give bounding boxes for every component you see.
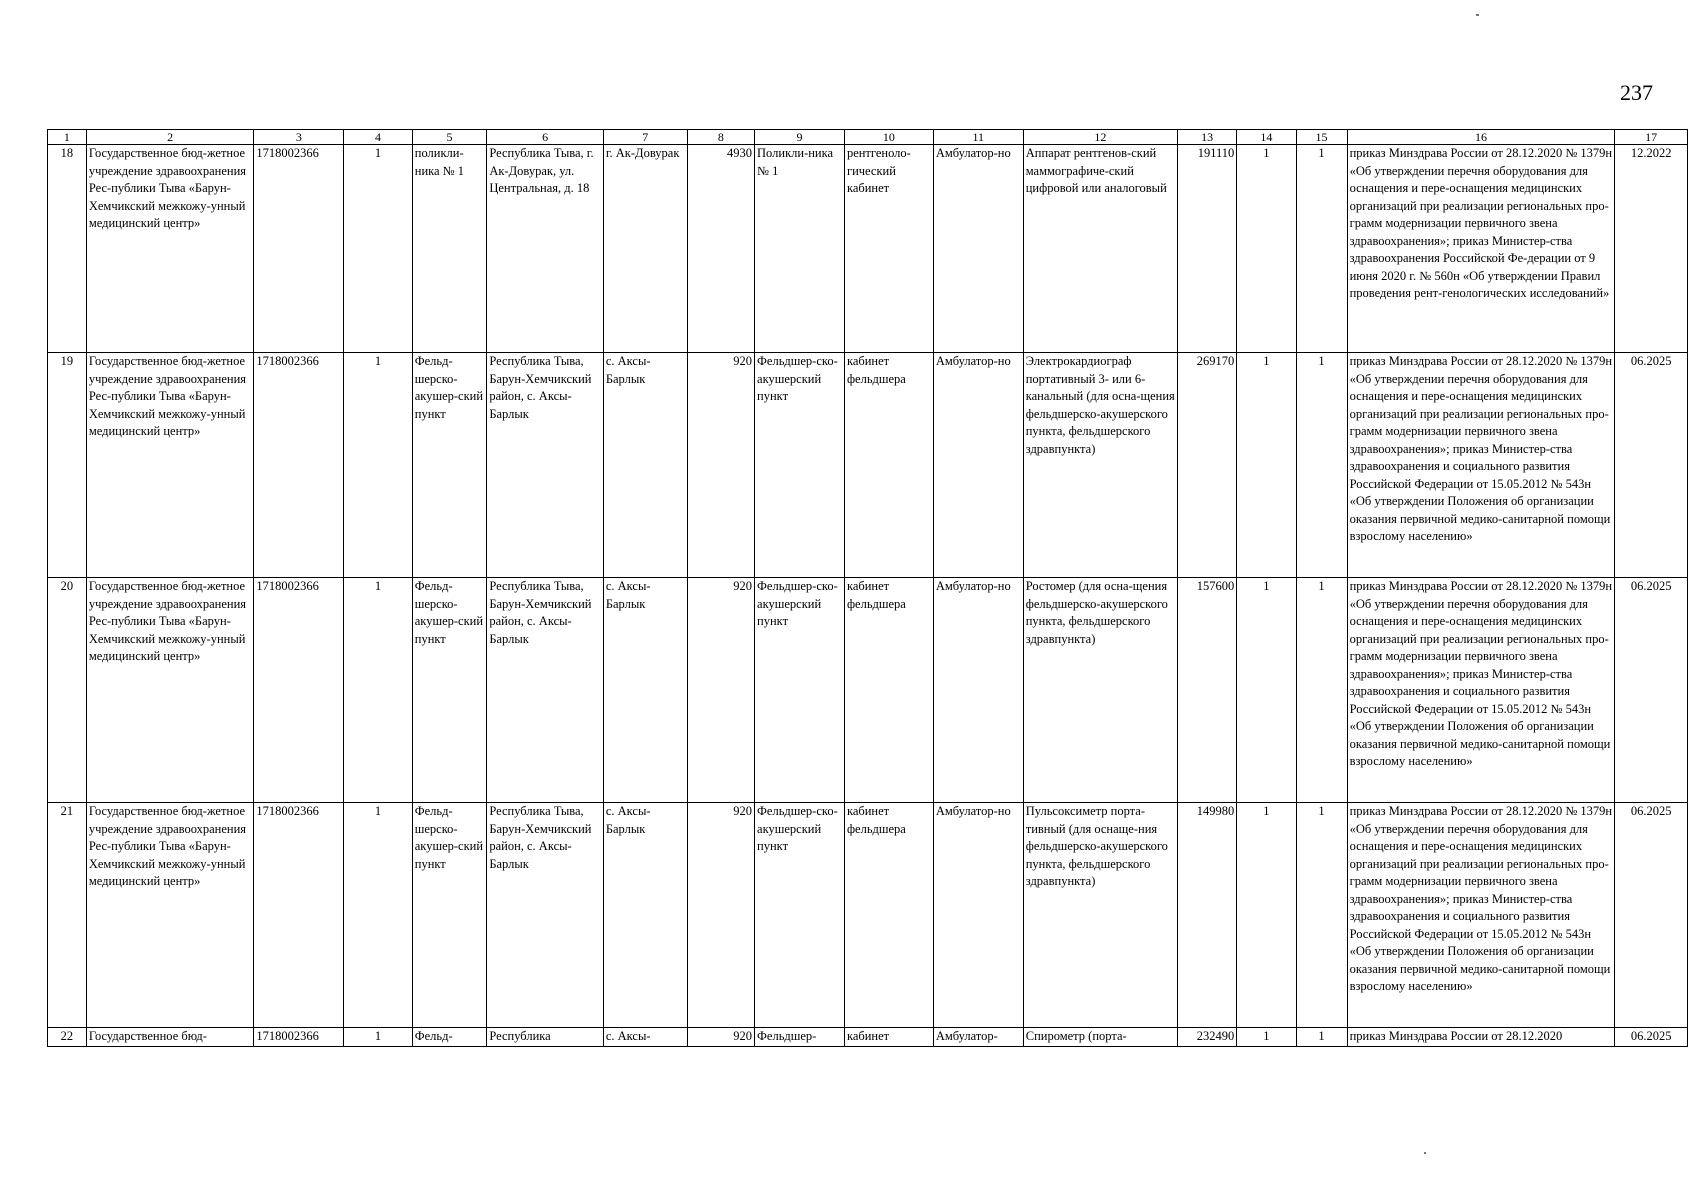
legal-basis: приказ Минздрава России от 28.12.2020 № 1379н «Об утверждении перечня оборудования для оснащения и пере-оснащения медицинских организаций при реализации региональных про-грамм модернизации первичного звена здравоохранения»; приказ Министер-ства здравоохранения Российской Фе-дерации от 9 июня 2020 г. № 560н «Об утверждении Правил проведения рент-генологических исследований»	[1347, 145, 1615, 353]
column-4-value: 1	[344, 145, 412, 353]
inn: 1718002366	[254, 578, 344, 803]
column-number: 15	[1296, 130, 1347, 145]
column-15-value: 1	[1296, 1028, 1347, 1047]
column-number: 9	[755, 130, 845, 145]
locality: с. Аксы-Барлык	[603, 803, 687, 1028]
column-15-value: 1	[1296, 145, 1347, 353]
subdivision: Фельд-шерско-акушер-ский пункт	[412, 803, 487, 1028]
subdivision: Фельд-шерско-акушер-ский пункт	[412, 353, 487, 578]
column-15-value: 1	[1296, 803, 1347, 1028]
population: 920	[687, 1028, 754, 1047]
room: кабинет	[844, 1028, 933, 1047]
price: 269170	[1178, 353, 1237, 578]
scan-speck	[1476, 14, 1479, 16]
column-14-value: 1	[1237, 145, 1296, 353]
column-14-value: 1	[1237, 353, 1296, 578]
price: 149980	[1178, 803, 1237, 1028]
inn: 1718002366	[254, 145, 344, 353]
facility: Фельдшер-	[755, 1028, 845, 1047]
price: 157600	[1178, 578, 1237, 803]
column-number: 4	[344, 130, 412, 145]
page-number: 237	[1620, 80, 1653, 105]
equipment: Аппарат рентгенов-ский маммографиче-ский цифровой или аналоговый	[1023, 145, 1177, 353]
table-row	[48, 578, 1688, 803]
row-number: 22	[48, 1028, 87, 1047]
column-number: 17	[1615, 130, 1688, 145]
column-number: 7	[603, 130, 687, 145]
column-number: 10	[844, 130, 933, 145]
organization-name: Государственное бюд-жетное учреждение здравоохранения Рес-публики Тыва «Барун-Хемчикский межкожу-унный медицинский центр»	[86, 803, 254, 1028]
column-4-value: 1	[344, 353, 412, 578]
price: 232490	[1178, 1028, 1237, 1047]
column-14-value: 1	[1237, 1028, 1296, 1047]
column-4-value: 1	[344, 1028, 412, 1047]
column-number: 1	[48, 130, 87, 145]
date: 06.2025	[1615, 353, 1688, 578]
address: Республика	[487, 1028, 603, 1047]
subdivision: Фельд-шерско-акушер-ский пункт	[412, 578, 487, 803]
legal-basis: приказ Минздрава России от 28.12.2020 № 1379н «Об утверждении перечня оборудования для оснащения и пере-оснащения медицинских организаций при реализации региональных про-грамм модернизации первичного звена здравоохранения»; приказ Министер-ства здравоохранения и социального развития Российской Федерации от 15.05.2012 № 543н «Об утверждении Положения об организации оказания первичной медико-санитарной помощи взрослому населению»	[1347, 353, 1615, 578]
column-4-value: 1	[344, 803, 412, 1028]
row-number: 19	[48, 353, 87, 578]
room: кабинет фельдшера	[844, 803, 933, 1028]
column-14-value: 1	[1237, 803, 1296, 1028]
inn: 1718002366	[254, 1028, 344, 1047]
column-number: 3	[254, 130, 344, 145]
locality: г. Ак-Довурак	[603, 145, 687, 353]
care-type: Амбулатор-	[933, 1028, 1023, 1047]
population: 4930	[687, 145, 754, 353]
facility: Фельдшер-ско-акушерский пункт	[755, 803, 845, 1028]
care-type: Амбулатор-но	[933, 145, 1023, 353]
row-number: 21	[48, 803, 87, 1028]
column-number: 2	[86, 130, 254, 145]
row-number: 18	[48, 145, 87, 353]
column-number: 16	[1347, 130, 1615, 145]
organization-name: Государственное бюд-жетное учреждение здравоохранения Рес-публики Тыва «Барун-Хемчикский межкожу-унный медицинский центр»	[86, 578, 254, 803]
organization-name: Государственное бюд-жетное учреждение здравоохранения Рес-публики Тыва «Барун-Хемчикский межкожу-унный медицинский центр»	[86, 353, 254, 578]
organization-name: Государственное бюд-	[86, 1028, 254, 1047]
column-number: 8	[687, 130, 754, 145]
column-number: 12	[1023, 130, 1177, 145]
population: 920	[687, 803, 754, 1028]
address: Республика Тыва, Барун-Хемчикский район, с. Аксы-Барлык	[487, 803, 603, 1028]
inn: 1718002366	[254, 803, 344, 1028]
date: 12.2022	[1615, 145, 1688, 353]
date: 06.2025	[1615, 578, 1688, 803]
table-row	[48, 1028, 1688, 1047]
column-number: 13	[1178, 130, 1237, 145]
address: Республика Тыва, Барун-Хемчикский район, с. Аксы-Барлык	[487, 353, 603, 578]
facility: Поликли-ника № 1	[755, 145, 845, 353]
column-4-value: 1	[344, 578, 412, 803]
column-number: 14	[1237, 130, 1296, 145]
table-row	[48, 353, 1688, 578]
equipment: Спирометр (порта-	[1023, 1028, 1177, 1047]
care-type: Амбулатор-но	[933, 803, 1023, 1028]
equipment: Ростомер (для осна-щения фельдшерско-акушерского пункта, фельдшерского здравпункта)	[1023, 578, 1177, 803]
equipment: Электрокардиограф портативный 3- или 6-канальный (для осна-щения фельдшерско-акушерского пункта, фельдшерского здравпункта)	[1023, 353, 1177, 578]
facility: Фельдшер-ско-акушерский пункт	[755, 353, 845, 578]
date: 06.2025	[1615, 803, 1688, 1028]
care-type: Амбулатор-но	[933, 578, 1023, 803]
legal-basis: приказ Минздрава России от 28.12.2020 № 1379н «Об утверждении перечня оборудования для оснащения и пере-оснащения медицинских организаций при реализации региональных про-грамм модернизации первичного звена здравоохранения»; приказ Министер-ства здравоохранения и социального развития Российской Федерации от 15.05.2012 № 543н «Об утверждении Положения об организации оказания первичной медико-санитарной помощи взрослому населению»	[1347, 803, 1615, 1028]
locality: с. Аксы-Барлык	[603, 578, 687, 803]
facility: Фельдшер-ско-акушерский пункт	[755, 578, 845, 803]
address: Республика Тыва, Барун-Хемчикский район, с. Аксы-Барлык	[487, 578, 603, 803]
table-row	[48, 803, 1688, 1028]
scan-speck	[1424, 1152, 1426, 1154]
equipment: Пульсоксиметр порта-тивный (для оснаще-ния фельдшерско-акушерского пункта, фельдшерского здравпункта)	[1023, 803, 1177, 1028]
column-number: 5	[412, 130, 487, 145]
legal-basis: приказ Минздрава России от 28.12.2020 № 1379н «Об утверждении перечня оборудования для оснащения и пере-оснащения медицинских организаций при реализации региональных про-грамм модернизации первичного звена здравоохранения»; приказ Министер-ства здравоохранения и социального развития Российской Федерации от 15.05.2012 № 543н «Об утверждении Положения об организации оказания первичной медико-санитарной помощи взрослому населению»	[1347, 578, 1615, 803]
column-number: 6	[487, 130, 603, 145]
column-14-value: 1	[1237, 578, 1296, 803]
population: 920	[687, 578, 754, 803]
subdivision: Фельд-	[412, 1028, 487, 1047]
address: Республика Тыва, г. Ак-Довурак, ул. Центральная, д. 18	[487, 145, 603, 353]
table-row	[48, 145, 1688, 353]
row-number: 20	[48, 578, 87, 803]
subdivision: поликли-ника № 1	[412, 145, 487, 353]
locality: с. Аксы-	[603, 1028, 687, 1047]
room: кабинет фельдшера	[844, 353, 933, 578]
column-number: 11	[933, 130, 1023, 145]
column-15-value: 1	[1296, 578, 1347, 803]
inn: 1718002366	[254, 353, 344, 578]
organization-name: Государственное бюд-жетное учреждение здравоохранения Рес-публики Тыва «Барун-Хемчикский межкожу-унный медицинский центр»	[86, 145, 254, 353]
column-15-value: 1	[1296, 353, 1347, 578]
room: кабинет фельдшера	[844, 578, 933, 803]
equipment-table	[47, 129, 1688, 1047]
population: 920	[687, 353, 754, 578]
care-type: Амбулатор-но	[933, 353, 1023, 578]
price: 191110	[1178, 145, 1237, 353]
date: 06.2025	[1615, 1028, 1688, 1047]
locality: с. Аксы-Барлык	[603, 353, 687, 578]
legal-basis: приказ Минздрава России от 28.12.2020	[1347, 1028, 1615, 1047]
room: рентгеноло-гический кабинет	[844, 145, 933, 353]
column-number-row	[48, 130, 1688, 145]
